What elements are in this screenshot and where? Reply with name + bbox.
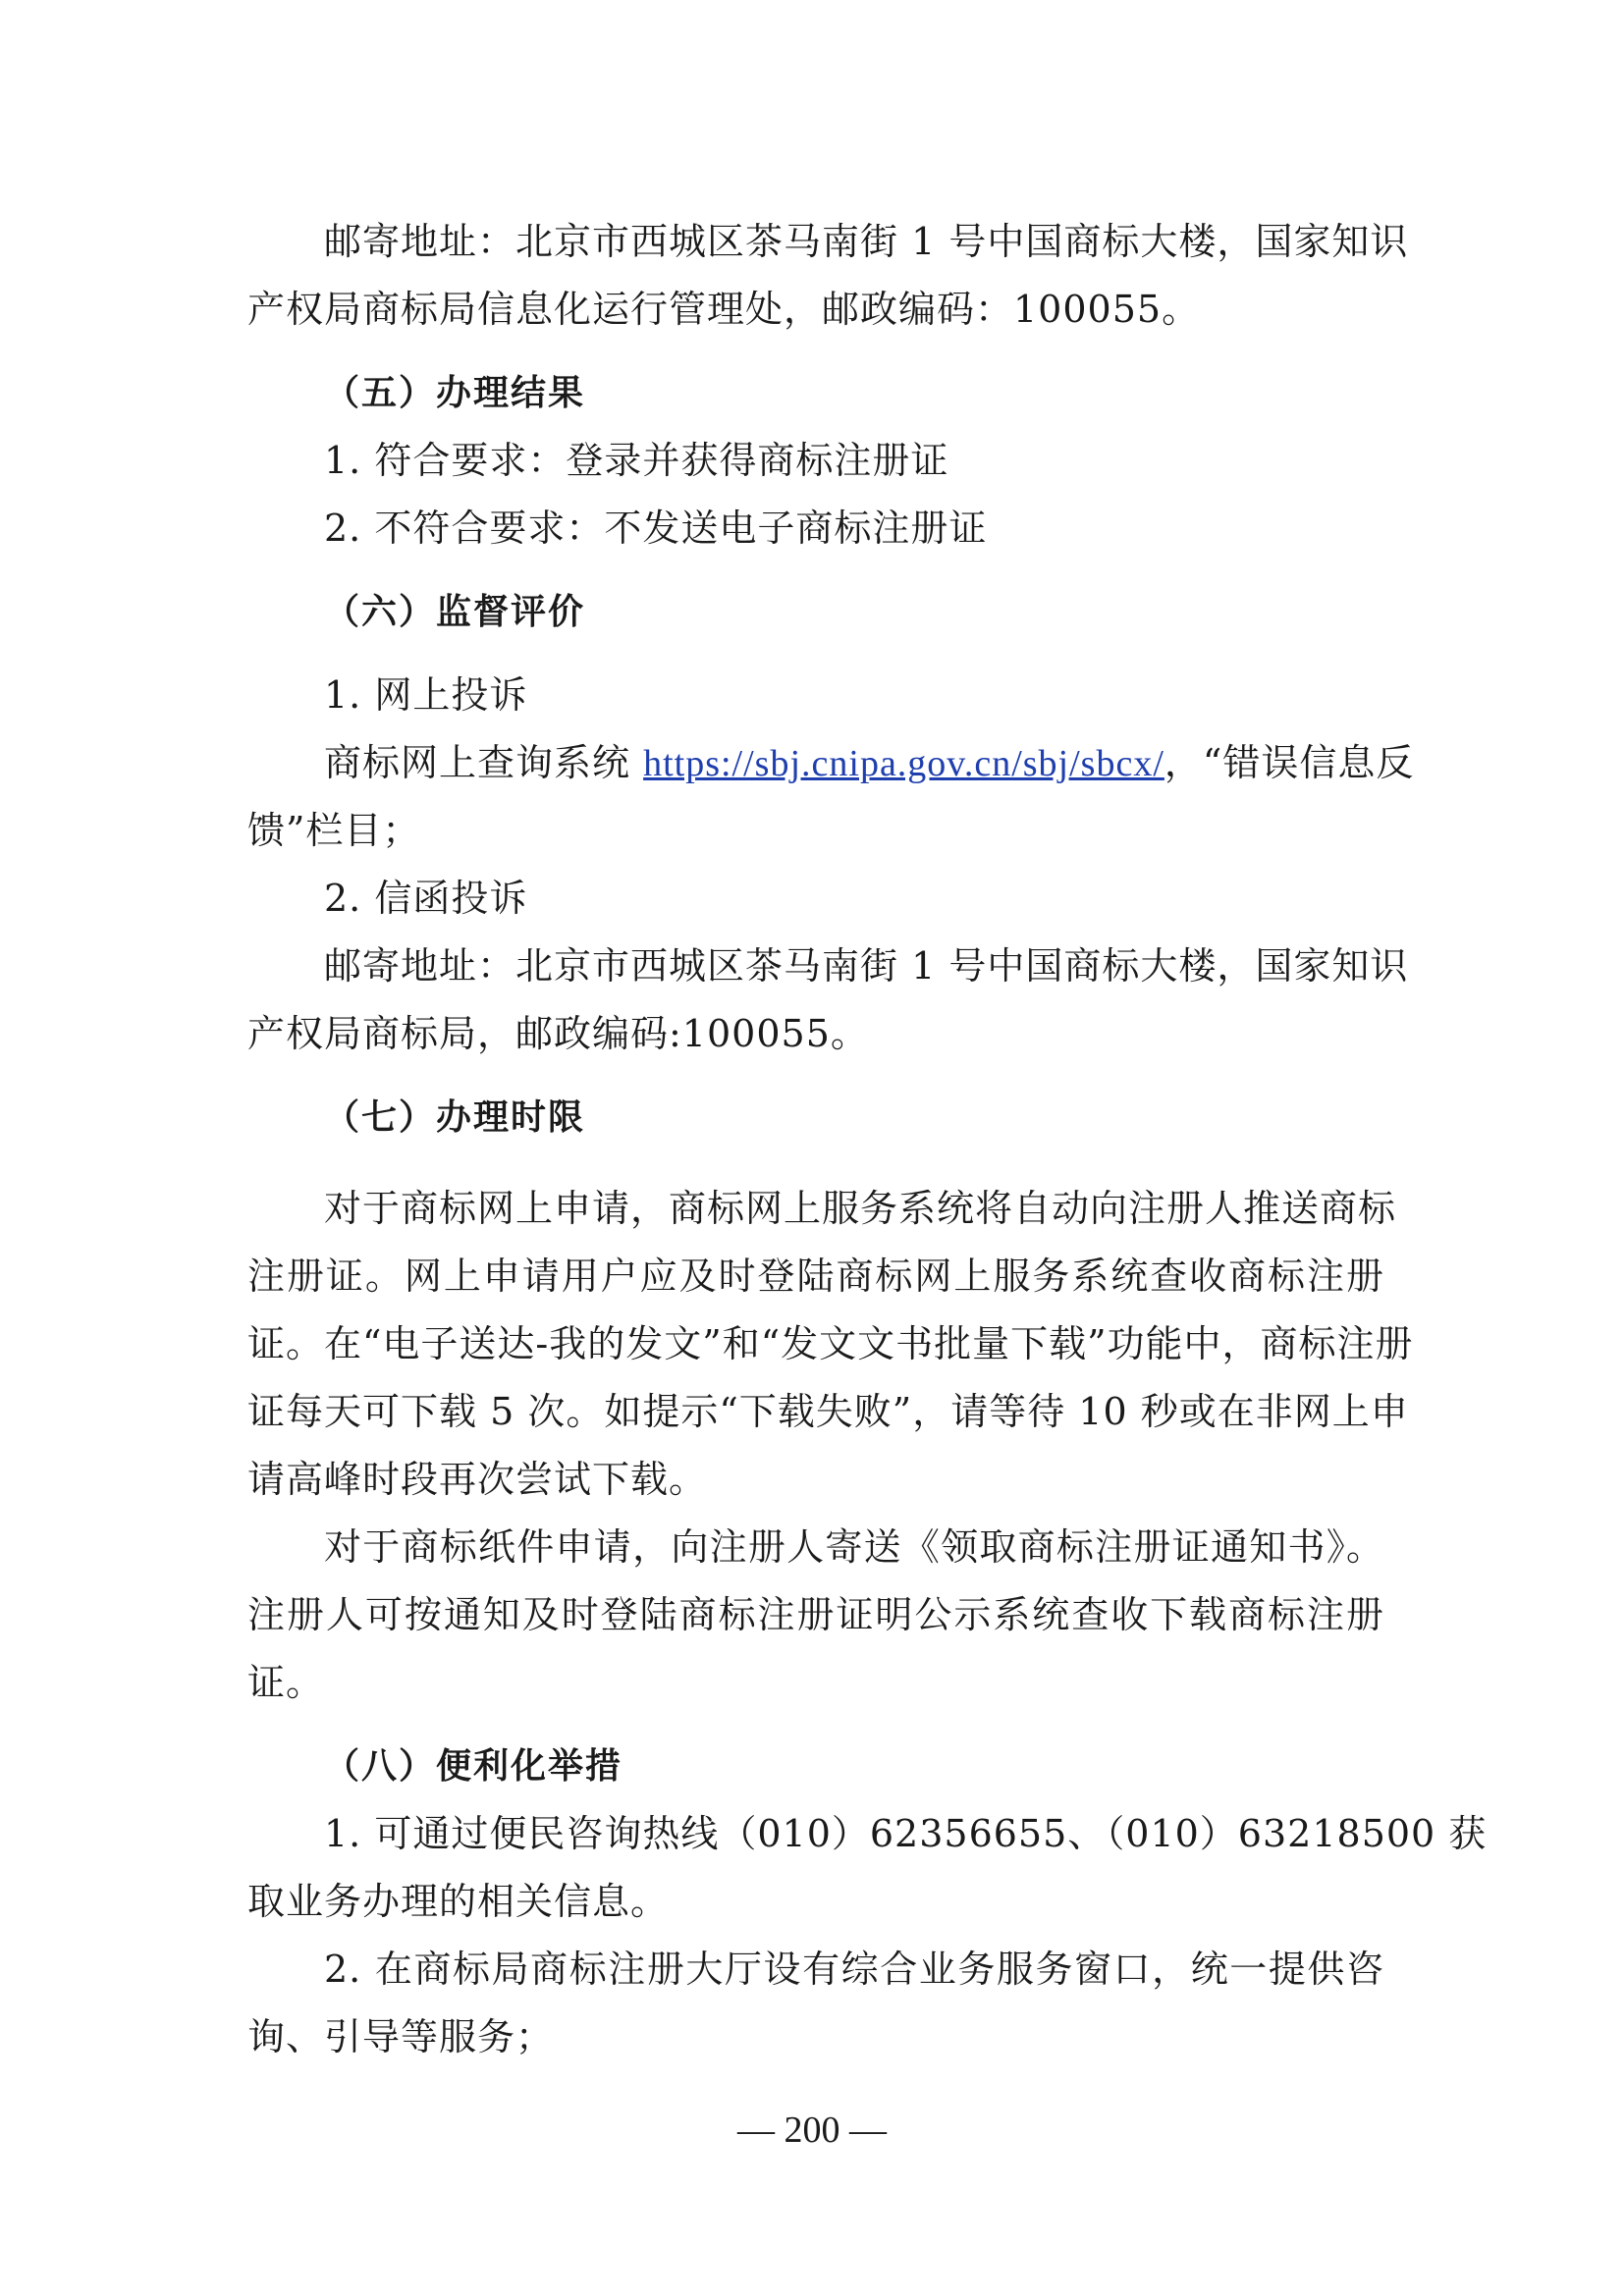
online-complaint-prefix: 商标网上查询系统 bbox=[324, 741, 644, 784]
online-complaint-suffix: ，“错误信息反 bbox=[1164, 741, 1415, 784]
page-number: — 200 — bbox=[737, 2109, 887, 2151]
letter-complaint-line-2: 产权局商标局，邮政编码:100055。 bbox=[247, 1012, 869, 1055]
time-limit-p1-line-3: 证。在“电子送达-我的发文”和“发文文书批量下载”功能中，商标注册 bbox=[247, 1322, 1414, 1365]
convenience-item-1-line-2: 取业务办理的相关信息。 bbox=[247, 1880, 670, 1923]
online-complaint-line-1 bbox=[247, 729, 1415, 797]
time-limit-p2-line-1: 对于商标纸件申请，向注册人寄送《领取商标注册证通知书》。 bbox=[324, 1525, 1384, 1569]
convenience-item-2-line-2: 询、引导等服务； bbox=[247, 2015, 555, 2058]
section-6-heading: （六）监督评价 bbox=[324, 592, 586, 632]
time-limit-p1-line-5: 请高峰时段再次尝试下载。 bbox=[247, 1458, 708, 1501]
section-5-heading: （五）办理结果 bbox=[324, 373, 586, 413]
document-page bbox=[247, 208, 1488, 2071]
time-limit-p1-line-4: 证每天可下载 5 次。如提示“下载失败”，请等待 10 秒或在非网上申 bbox=[247, 1390, 1409, 1433]
time-limit-p1-line-1: 对于商标网上申请，商标网上服务系统将自动向注册人推送商标 bbox=[324, 1187, 1397, 1230]
result-item-2: 2. 不符合要求：不发送电子商标注册证 bbox=[324, 507, 988, 550]
online-complaint-line-2: 馈”栏目； bbox=[247, 809, 421, 852]
convenience-item-1-line-1: 1. 可通过便民咨询热线（010）62356655、（010）63218500 获 bbox=[324, 1812, 1488, 1855]
time-limit-p2-line-3: 证。 bbox=[247, 1661, 325, 1704]
convenience-item-2-line-1: 2. 在商标局商标注册大厅设有综合业务服务窗口，统一提供咨 bbox=[324, 1948, 1384, 1991]
trademark-query-link[interactable]: https://sbj.cnipa.gov.cn/sbj/sbcx/ bbox=[643, 743, 1164, 784]
letter-complaint-title: 2. 信函投诉 bbox=[324, 877, 528, 920]
result-item-1: 1. 符合要求：登录并获得商标注册证 bbox=[324, 439, 949, 482]
mailing-address-line-2: 产权局商标局信息化运行管理处，邮政编码：100055。 bbox=[247, 288, 1201, 331]
section-8-heading: （八）便利化举措 bbox=[324, 1746, 623, 1787]
letter-complaint-line-1: 邮寄地址：北京市西城区茶马南街 1 号中国商标大楼，国家知识 bbox=[324, 944, 1409, 988]
time-limit-p1-line-2: 注册证。网上申请用户应及时登陆商标网上服务系统查收商标注册 bbox=[247, 1255, 1384, 1298]
section-7-heading: （七）办理时限 bbox=[324, 1097, 586, 1138]
online-complaint-title: 1. 网上投诉 bbox=[324, 673, 528, 717]
mailing-address-line-1: 邮寄地址：北京市西城区茶马南街 1 号中国商标大楼，国家知识 bbox=[324, 220, 1409, 263]
time-limit-p2-line-2: 注册人可按通知及时登陆商标注册证明公示系统查收下载商标注册 bbox=[247, 1593, 1384, 1636]
